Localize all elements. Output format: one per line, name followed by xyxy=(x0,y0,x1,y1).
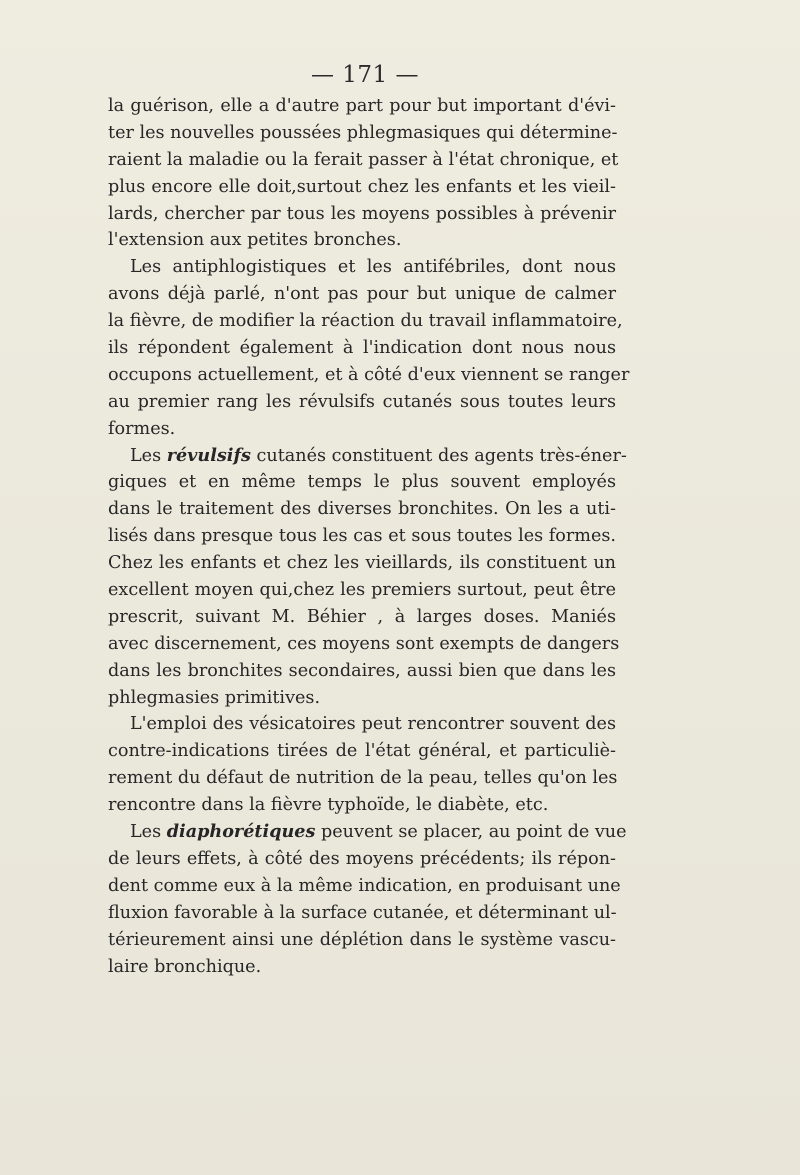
text-line: giques et en même temps le plus souvent employés xyxy=(108,472,616,493)
italic-term: révulsifs xyxy=(166,444,251,466)
body-text xyxy=(108,93,630,980)
text-line: laire bronchique. xyxy=(108,956,262,977)
text-line-part: peuvent se placer, au point de vue xyxy=(315,822,627,843)
text-line: rement du défaut de nutrition de la peau, telles qu'on les xyxy=(108,768,618,789)
text-line: contre-indications tirées de l'état général, et particuliè- xyxy=(108,741,616,762)
text-line: formes. xyxy=(108,418,176,439)
text-line: ter les nouvelles poussées phlegmasiques qui détermine- xyxy=(108,122,618,143)
text-line: L'emploi des vésicatoires peut rencontrer souvent des xyxy=(130,714,616,735)
text-line: rencontre dans la fièvre typhoïde, le diabète, etc. xyxy=(108,795,549,816)
text-line: la fièvre, de modifier la réaction du travail inflammatoire, xyxy=(108,311,623,332)
text-line: de leurs effets, à côté des moyens précédents; ils répon- xyxy=(108,848,616,869)
text-line: lisés dans presque tous les cas et sous toutes les formes. xyxy=(108,526,616,547)
text-line: fluxion favorable à la surface cutanée, et déterminant ul- xyxy=(108,902,617,923)
text-line: plus encore elle doit,surtout chez les enfants et les vieil- xyxy=(108,176,616,197)
text-line: excellent moyen qui,chez les premiers surtout, peut être xyxy=(108,580,616,601)
text-line xyxy=(108,819,627,846)
text-line: lards, chercher par tous les moyens possibles à prévenir xyxy=(108,203,616,224)
text-line: Chez les enfants et chez les vieillards, ils constituent un xyxy=(108,553,616,574)
text-line: dans les bronchites secondaires, aussi bien que dans les xyxy=(108,660,616,681)
text-line: l'extension aux petites bronches. xyxy=(108,230,402,251)
text-line: dent comme eux à la même indication, en produisant une xyxy=(108,875,621,896)
text-line: occupons actuellement, et à côté d'eux viennent se ranger xyxy=(108,364,630,385)
text-line-part: Les xyxy=(130,822,167,843)
text-line: raient la maladie ou la ferait passer à l'état chronique, et xyxy=(108,149,619,170)
text-line: phlegmasies primitives. xyxy=(108,687,321,708)
page-number: — 171 — xyxy=(310,62,420,88)
text-line: Les antiphlogistiques et les antifébriles, dont nous xyxy=(130,257,616,278)
italic-term: diaphorétiques xyxy=(166,821,316,843)
text-line: avec discernement, ces moyens sont exempts de dangers xyxy=(108,633,620,654)
text-line: la guérison, elle a d'autre part pour but important d'évi- xyxy=(108,96,616,116)
text-line: avons déjà parlé, n'ont pas pour but unique de calmer xyxy=(108,284,616,305)
text-line: dans le traitement des diverses bronchites. On les a uti- xyxy=(108,499,616,520)
text-line: térieurement ainsi une déplétion dans le système vascu- xyxy=(108,929,616,950)
text-line: au premier rang les révulsifs cutanés sous toutes leurs xyxy=(108,391,616,412)
text-line: ils répondent également à l'indication dont nous nous xyxy=(108,338,616,359)
text-line-part: cutanés constituent des agents très-éner- xyxy=(250,445,627,466)
text-line-part: Les xyxy=(130,445,167,466)
text-line xyxy=(108,443,627,470)
text-line: prescrit, suivant M. Béhier , à larges doses. Maniés xyxy=(108,606,616,627)
